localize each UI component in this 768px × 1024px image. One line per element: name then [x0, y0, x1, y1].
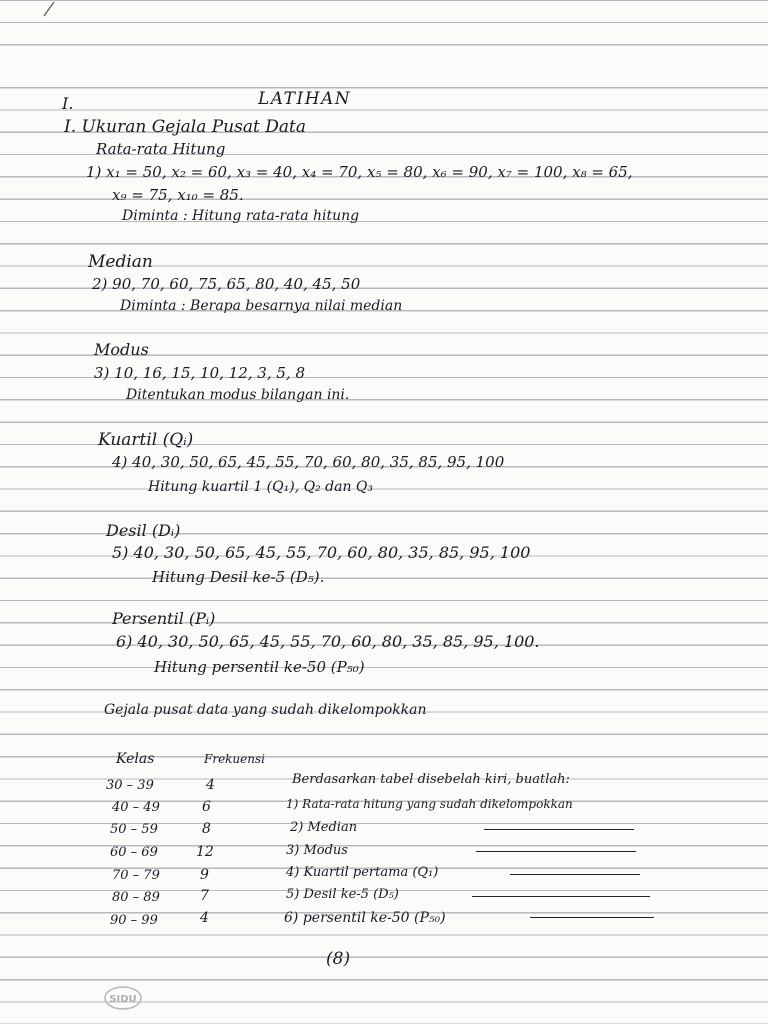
decile-task: Hitung Desil ke-5 (D₅).	[152, 568, 325, 586]
page-heading: I. Ukuran Gejala Pusat Data	[64, 117, 306, 137]
median-label: Median	[88, 252, 153, 272]
percentile-label: Persentil (Pᵢ)	[112, 609, 216, 628]
table-cell-frekuensi: 6	[202, 799, 211, 815]
table-cell-kelas: 30 – 39	[106, 778, 154, 793]
answer-line	[476, 851, 636, 852]
quartile-task: Hitung kuartil 1 (Q₁), Q₂ dan Q₃	[148, 479, 374, 495]
table-cell-frekuensi: 4	[200, 910, 209, 926]
percentile-task: Hitung persentil ke-50 (P₅₀)	[154, 658, 365, 676]
table-cell-frekuensi: 8	[202, 821, 211, 837]
table-cell-kelas: 80 – 89	[112, 890, 160, 905]
answer-line	[472, 896, 650, 897]
grouped-heading: Gejala pusat data yang sudah dikelompokkan	[104, 702, 427, 718]
mean-label: Rata-rata Hitung	[96, 140, 226, 158]
table-cell-frekuensi: 12	[196, 844, 214, 860]
table-cell-frekuensi: 4	[206, 777, 215, 793]
page-title: LATIHAN	[258, 89, 352, 109]
table-cell-kelas: 60 – 69	[110, 845, 158, 860]
mode-task: Ditentukan modus bilangan ini.	[126, 387, 350, 403]
mode-label: Modus	[94, 340, 149, 359]
mean-problem-line2: x₉ = 75, x₁₀ = 85.	[112, 186, 244, 204]
section-mark: I.	[62, 94, 74, 113]
answer-line	[484, 829, 634, 830]
table-cell-frekuensi: 7	[200, 888, 209, 904]
percentile-problem: 6) 40, 30, 50, 65, 45, 55, 70, 60, 80, 35, 85, 95, 100.	[116, 632, 540, 651]
quartile-problem: 4) 40, 30, 50, 65, 45, 55, 70, 60, 80, 35, 85, 95, 100	[112, 453, 505, 471]
table-cell-frekuensi: 9	[200, 867, 209, 883]
sidu-logo	[103, 985, 143, 1011]
median-task: Diminta : Berapa besarnya nilai median	[120, 298, 403, 314]
grouped-task: 6) persentil ke-50 (P₅₀)	[284, 910, 446, 926]
table-cell-kelas: 40 – 49	[112, 800, 160, 815]
table-cell-kelas: 70 – 79	[112, 868, 160, 883]
answer-line	[530, 917, 654, 918]
mean-task: Diminta : Hitung rata-rata hitung	[122, 208, 360, 224]
answer-line	[510, 874, 640, 875]
grouped-task: 4) Kuartil pertama (Q₁)	[286, 865, 439, 880]
mode-problem: 3) 10, 16, 15, 10, 12, 3, 5, 8	[94, 364, 305, 382]
grouped-task: 5) Desil ke-5 (D₅)	[286, 887, 399, 902]
grouped-task: 1) Rata-rata hitung yang sudah dikelompokkan	[286, 797, 573, 811]
median-problem: 2) 90, 70, 60, 75, 65, 80, 40, 45, 50	[92, 275, 361, 293]
decile-label: Desil (Dᵢ)	[106, 521, 181, 540]
pen-mark-icon	[40, 0, 60, 18]
grouped-task: 3) Modus	[286, 843, 348, 858]
table-cell-kelas: 90 – 99	[110, 913, 158, 928]
table-cell-kelas: 50 – 59	[110, 822, 158, 837]
decile-problem: 5) 40, 30, 50, 65, 45, 55, 70, 60, 80, 35, 85, 95, 100	[112, 543, 531, 562]
grouped-instruction: Berdasarkan tabel disebelah kiri, buatlah:	[292, 772, 570, 787]
grouped-task: 2) Median	[290, 820, 358, 835]
quartile-label: Kuartil (Qᵢ)	[98, 430, 194, 450]
table-header-frekuensi: Frekuensi	[204, 752, 265, 766]
page-number: (8)	[326, 949, 351, 969]
table-header-kelas: Kelas	[116, 751, 155, 767]
mean-problem-line1: 1) x₁ = 50, x₂ = 60, x₃ = 40, x₄ = 70, x₅ = 80, x₆ = 90, x₇ = 100, x₈ = 65,	[86, 163, 633, 181]
svg-text:SIDU: SIDU	[109, 994, 137, 1005]
